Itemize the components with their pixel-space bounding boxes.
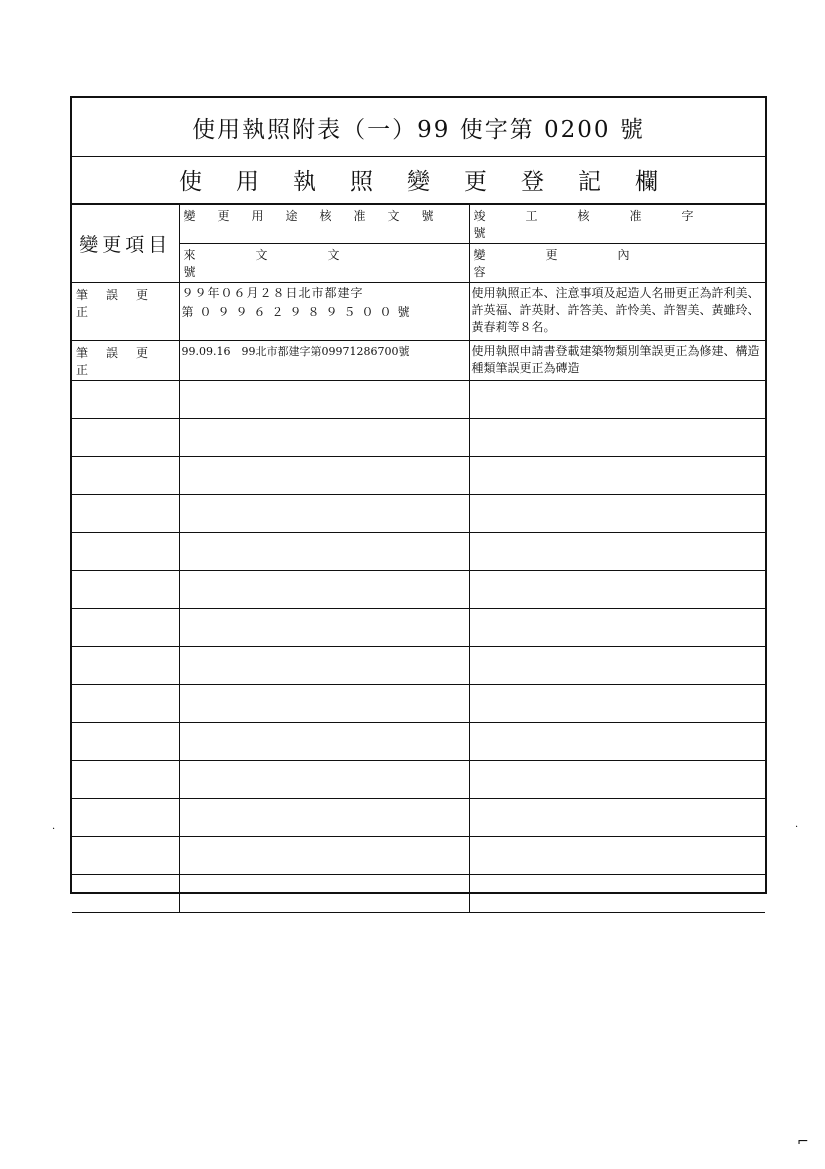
empty-row [72,723,765,761]
document-title: 使用執照附表（一）99 使字第 0200 號 [72,98,765,157]
change-register-table [72,204,765,913]
header-approval-no [179,205,469,244]
empty-row [72,875,765,913]
empty-row [72,533,765,571]
scan-mark: ⌐ [797,1134,809,1150]
empty-row [72,495,765,533]
table-row-2-content [469,341,765,381]
header-incoming-doc-no [179,244,469,283]
change-register-heading: 使用執照變更登記欄 [72,156,765,204]
table-row-1-content [469,283,765,341]
row-1-doc-line2: 第０９９６２９８９５００號 [181,305,416,319]
empty-row [72,647,765,685]
row-2-doc-line1: 99.09.16 99北市都建字第09971286700號 [181,345,410,358]
header-change-content [469,244,765,283]
empty-row [72,685,765,723]
scan-speck: · [52,824,56,835]
header-change-item: 變更項目 [72,205,179,283]
header-change-content-text: 變更內容 [473,248,690,279]
header-completion-no-text: 竣工核准字號 [473,209,734,240]
table-row-1-doc [179,283,469,341]
empty-row [72,761,765,799]
table-row-2-doc [179,341,469,381]
empty-row [72,457,765,495]
header-approval-no-text: 變更用途核准文號 [183,209,456,223]
row-1-item-text: 筆誤更正 [76,288,167,319]
empty-row [72,571,765,609]
row-2-item-text: 筆誤更正 [76,346,167,377]
empty-row [72,799,765,837]
header-completion-no [469,205,765,244]
empty-row [72,609,765,647]
table-row-2-item [72,341,179,381]
license-table-frame [70,96,767,894]
empty-row [72,381,765,419]
empty-row [72,419,765,457]
row-1-content-text: 使用執照正本、注意事項及起造人名冊更正為許利美、許英福、許英財、許答美、許怜美、許智美、黃雖玲、黃春莉等８名。 [471,286,760,334]
row-1-doc-line1: ９９年０６月２８日北市都建字 [181,286,364,300]
table-row-1-item [72,283,179,341]
header-incoming-doc-no-text: 來文文號 [183,248,400,279]
scan-speck: · [795,822,799,833]
empty-row [72,837,765,875]
row-2-content-text: 使用執照申請書登載建築物類別筆誤更正為修建、構造種類筆誤更正為磚造 [471,344,760,375]
